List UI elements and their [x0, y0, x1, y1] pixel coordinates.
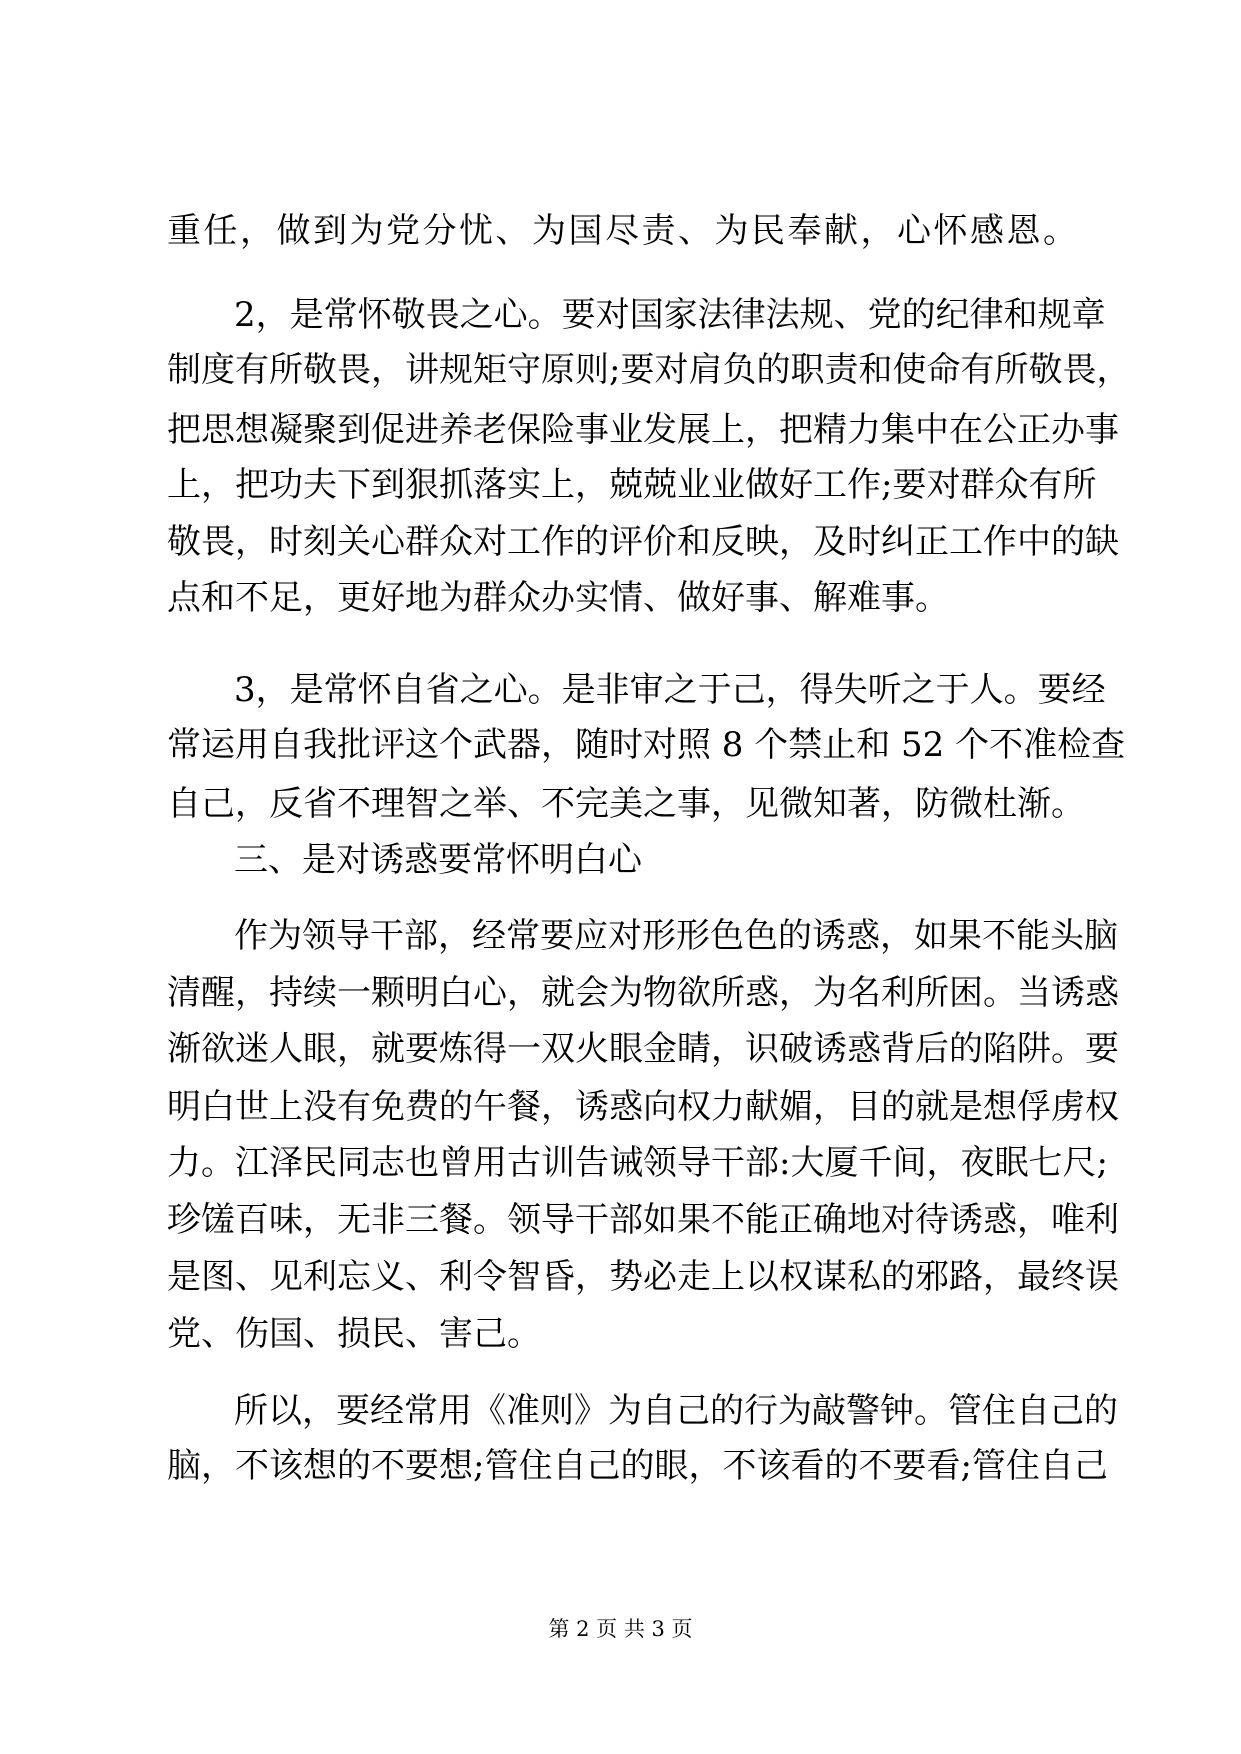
text-line-14: 渐欲迷人眼，就要炼得一双火眼金睛，识破诱惑背后的陷阱。要	[167, 1029, 1119, 1069]
text-line-5: 上，把功夫下到狠抓落实上，兢兢业业做好工作;要对群众有所	[167, 465, 1097, 505]
text-line-12: 作为领导干部，经常要应对形形色色的诱惑，如果不能头脑	[234, 916, 1118, 956]
page-number-footer: 第 2 页 共 3 页	[548, 1617, 693, 1641]
text-line-8: 3，是常怀自省之心。是非审之于己，得失听之于人。要经	[234, 670, 1106, 710]
text-line-4: 把思想凝聚到促进养老保险事业发展上，把精力集中在公正办事	[167, 410, 1119, 450]
text-line-6: 敬畏，时刻关心群众对工作的评价和反映，及时纠正工作中的缺	[167, 522, 1119, 562]
section-heading: 三、是对诱惑要常怀明白心	[234, 840, 642, 880]
text-line-21: 脑，不该想的不要想;管住自己的眼，不该看的不要看;管住自己	[167, 1446, 1108, 1486]
text-line-9: 常运用自我批评这个武器，随时对照 8 个禁止和 52 个不准检查	[167, 725, 1126, 765]
text-line-17: 珍馐百味，无非三餐。领导干部如果不能正确地对待诱惑，唯利	[167, 1200, 1119, 1240]
text-line-2: 2，是常怀敬畏之心。要对国家法律法规、党的纪律和规章	[234, 295, 1106, 335]
text-line-13: 清醒，持续一颗明白心，就会为物欲所惑，为名利所困。当诱惑	[167, 973, 1119, 1013]
text-line-7: 点和不足，更好地为群众办实情、做好事、解难事。	[167, 578, 949, 618]
text-line-20: 所以，要经常用《准则》为自己的行为敲警钟。管住自己的	[234, 1391, 1118, 1431]
text-line-15: 明白世上没有免费的午餐，诱惑向权力献媚，目的就是想俘虏权	[167, 1087, 1119, 1127]
text-line-19: 党、伤国、损民、害己。	[167, 1314, 541, 1354]
text-line-16: 力。江泽民同志也曾用古训告诫领导干部:大厦千间，夜眠七尺;	[167, 1143, 1108, 1183]
text-line-18: 是图、见利忘义、利令智昏，势必走上以权谋私的邪路，最终误	[167, 1257, 1119, 1297]
text-line-10: 自己，反省不理智之举、不完美之事，见微知著，防微杜渐。	[167, 784, 1085, 824]
text-line-3: 制度有所敬畏，讲规矩守原则;要对肩负的职责和使命有所敬畏，	[167, 350, 1131, 390]
text-line-1: 重任，做到为党分忧、为国尽责、为民奉献，心怀感恩。	[167, 211, 1077, 251]
